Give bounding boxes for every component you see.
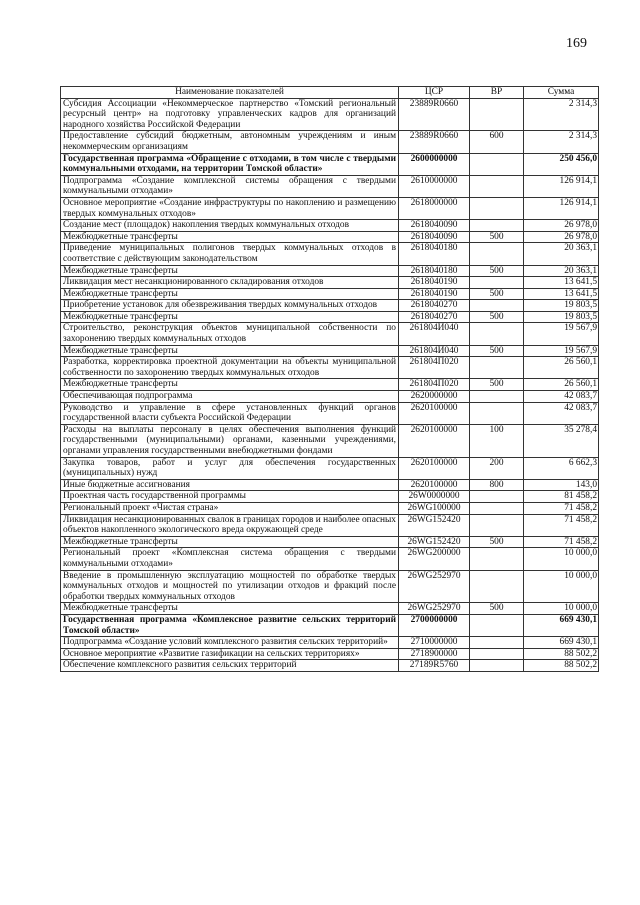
cell-vr [470,98,524,131]
table-row [61,231,599,243]
cell-vr [470,220,524,232]
cell-csr: 23889R0660 [399,98,470,131]
cell-sum: 26 560,1 [524,357,599,379]
table-row [61,570,599,603]
table-row [61,491,599,503]
cell-sum: 42 083,7 [524,391,599,403]
cell-vr: 600 [470,131,524,153]
table-row [61,648,599,660]
page-number: 169 [566,36,587,51]
cell-vr: 500 [470,536,524,548]
table-row [61,277,599,289]
table-row [61,502,599,514]
cell-sum: 42 083,7 [524,402,599,424]
table-row [61,345,599,357]
cell-csr: 2620100000 [399,479,470,491]
cell-vr: 500 [470,311,524,323]
cell-vr: 100 [470,424,524,457]
cell-vr [470,153,524,175]
cell-sum: 669 430,1 [524,637,599,649]
cell-name: Руководство и управление в сфере установленных функций органов государственной власти субъекта Российской Федерации [61,402,399,424]
cell-name: Проектная часть государственной программы [61,491,399,503]
cell-vr [470,175,524,197]
table-row [61,197,599,219]
cell-name: Подпрограмма «Создание условий комплексного развития сельских территорий» [61,637,399,649]
table-row [61,300,599,312]
table-row [61,536,599,548]
cell-sum: 13 641,5 [524,288,599,300]
cell-sum: 2 314,3 [524,131,599,153]
cell-name: Межбюджетные трансферты [61,288,399,300]
cell-csr: 26WG100000 [399,502,470,514]
cell-sum: 19 803,5 [524,311,599,323]
cell-csr: 2620000000 [399,391,470,403]
cell-sum: 6 662,3 [524,457,599,479]
table-row [61,637,599,649]
cell-csr: 26WG252970 [399,603,470,615]
cell-vr [470,548,524,570]
cell-name: Расходы на выплаты персоналу в целях обеспечения выполнения функций государственными (муниципальными) органами, казенными учреждениями, органами управления государственными внебюджетными фондами [61,424,399,457]
cell-csr: 2618000000 [399,197,470,219]
cell-csr: 261804И040 [399,323,470,345]
cell-vr [470,300,524,312]
table-row [61,391,599,403]
cell-name: Введение в промышленную эксплуатацию мощностей по обработке твердых коммунальных отходов и мощностей по утилизации отходов и фракций после обработки твердых коммунальных отходов [61,570,399,603]
table-row [61,153,599,175]
cell-csr: 26WG252970 [399,570,470,603]
cell-vr: 500 [470,231,524,243]
table-row [61,379,599,391]
cell-csr: 2618040090 [399,220,470,232]
cell-sum: 143,0 [524,479,599,491]
table-row [61,548,599,570]
cell-vr: 500 [470,379,524,391]
cell-csr: 2620100000 [399,424,470,457]
table-row [61,220,599,232]
cell-vr [470,243,524,265]
cell-name: Закупка товаров, работ и услуг для обеспечения государственных (муниципальных) нужд [61,457,399,479]
cell-csr: 26WG200000 [399,548,470,570]
cell-name: Государственная программа «Комплексное развитие сельских территорий Томской области» [61,614,399,636]
cell-vr [470,323,524,345]
table-row [61,243,599,265]
cell-sum: 26 978,0 [524,220,599,232]
cell-sum: 250 456,0 [524,153,599,175]
cell-sum: 19 803,5 [524,300,599,312]
cell-sum: 10 000,0 [524,548,599,570]
table-row [61,457,599,479]
cell-csr: 2610000000 [399,175,470,197]
table-row [61,323,599,345]
table-row [61,288,599,300]
table-row [61,614,599,636]
cell-csr: 23889R0660 [399,131,470,153]
cell-csr: 2618040190 [399,277,470,289]
cell-name: Межбюджетные трансферты [61,379,399,391]
cell-sum: 26 560,1 [524,379,599,391]
cell-vr [470,648,524,660]
cell-csr: 2618040180 [399,243,470,265]
cell-csr: 26WG152420 [399,514,470,536]
cell-sum: 126 914,1 [524,197,599,219]
cell-name: Субсидия Ассоциации «Некоммерческое партнерство «Томский региональный ресурсный центр» на подготовку управленческих кадров для организаций народного хозяйства Российской Федерации [61,98,399,131]
cell-csr: 2618040270 [399,300,470,312]
cell-name: Предоставление субсидий бюджетным, автономным учреждениям и иным некоммерческим организациям [61,131,399,153]
cell-csr: 27189R5760 [399,660,470,672]
table-header-row [61,87,599,99]
cell-csr: 2620100000 [399,402,470,424]
cell-vr [470,277,524,289]
cell-vr [470,660,524,672]
cell-csr: 2618040090 [399,231,470,243]
cell-name: Основное мероприятие «Развитие газификации на сельских территориях» [61,648,399,660]
cell-name: Региональный проект «Комплексная система обращения с твердыми коммунальными отходами» [61,548,399,570]
cell-csr: 2618040180 [399,265,470,277]
header-csr: ЦСР [399,87,470,99]
table-row [61,660,599,672]
table-row [61,131,599,153]
cell-name: Иные бюджетные ассигнования [61,479,399,491]
cell-name: Обеспечение комплексного развития сельских территорий [61,660,399,672]
cell-vr [470,614,524,636]
cell-sum: 71 458,2 [524,536,599,548]
cell-name: Обеспечивающая подпрограмма [61,391,399,403]
table-row [61,175,599,197]
table-row [61,311,599,323]
cell-vr: 500 [470,288,524,300]
cell-sum: 88 502,2 [524,660,599,672]
cell-csr: 261804П020 [399,379,470,391]
cell-sum: 19 567,9 [524,323,599,345]
cell-csr: 2600000000 [399,153,470,175]
cell-vr: 200 [470,457,524,479]
cell-vr [470,637,524,649]
cell-sum: 88 502,2 [524,648,599,660]
table-row [61,265,599,277]
cell-sum: 10 000,0 [524,603,599,615]
cell-sum: 20 363,1 [524,243,599,265]
cell-name: Государственная программа «Обращение с отходами, в том числе с твердыми коммунальными отходами, на территории Томской области» [61,153,399,175]
cell-csr: 2718900000 [399,648,470,660]
cell-csr: 261804И040 [399,345,470,357]
table-row [61,357,599,379]
cell-name: Межбюджетные трансферты [61,311,399,323]
cell-name: Межбюджетные трансферты [61,345,399,357]
cell-csr: 261804П020 [399,357,470,379]
cell-name: Ликвидация несанкционированных свалок в границах городов и наиболее опасных объектов накопленного экологического вреда окружающей среде [61,514,399,536]
cell-sum: 20 363,1 [524,265,599,277]
cell-sum: 26 978,0 [524,231,599,243]
cell-vr [470,514,524,536]
cell-name: Создание мест (площадок) накопления твердых коммунальных отходов [61,220,399,232]
cell-name: Приобретение установок для обезвреживания твердых коммунальных отходов [61,300,399,312]
cell-vr [470,391,524,403]
cell-vr [470,357,524,379]
cell-csr: 2618040270 [399,311,470,323]
cell-name: Строительство, реконструкция объектов муниципальной собственности по захоронению твердых коммунальных отходов [61,323,399,345]
header-name: Наименование показателей [61,87,399,99]
cell-sum: 126 914,1 [524,175,599,197]
cell-name: Межбюджетные трансферты [61,536,399,548]
cell-name: Региональный проект «Чистая страна» [61,502,399,514]
header-sum: Сумма [524,87,599,99]
cell-name: Межбюджетные трансферты [61,231,399,243]
cell-sum: 71 458,2 [524,502,599,514]
table-row [61,603,599,615]
cell-vr [470,197,524,219]
cell-sum: 19 567,9 [524,345,599,357]
cell-csr: 2710000000 [399,637,470,649]
table-row [61,514,599,536]
cell-vr [470,491,524,503]
cell-vr [470,502,524,514]
cell-csr: 26W0000000 [399,491,470,503]
cell-sum: 669 430,1 [524,614,599,636]
cell-csr: 2620100000 [399,457,470,479]
cell-name: Межбюджетные трансферты [61,603,399,615]
cell-vr: 500 [470,345,524,357]
cell-sum: 10 000,0 [524,570,599,603]
cell-name: Ликвидация мест несанкционированного складирования отходов [61,277,399,289]
cell-csr: 26WG152420 [399,536,470,548]
cell-sum: 35 278,4 [524,424,599,457]
cell-csr: 2700000000 [399,614,470,636]
header-vr: ВР [470,87,524,99]
table-row [61,424,599,457]
cell-vr: 800 [470,479,524,491]
cell-sum: 71 458,2 [524,514,599,536]
cell-sum: 13 641,5 [524,277,599,289]
cell-name: Приведение муниципальных полигонов твердых коммунальных отходов в соответствие с действующим законодательством [61,243,399,265]
cell-name: Разработка, корректировка проектной документации на объекты муниципальной собственности по захоронению твердых коммунальных отходов [61,357,399,379]
table-row [61,479,599,491]
cell-name: Подпрограмма «Создание комплексной системы обращения с твердыми коммунальными отходами» [61,175,399,197]
table-row [61,98,599,131]
cell-sum: 2 314,3 [524,98,599,131]
table-row [61,402,599,424]
cell-sum: 81 458,2 [524,491,599,503]
cell-name: Основное мероприятие «Создание инфраструктуры по накоплению и размещению твердых коммунальных отходов» [61,197,399,219]
cell-name: Межбюджетные трансферты [61,265,399,277]
cell-vr [470,570,524,603]
cell-vr: 500 [470,265,524,277]
cell-vr: 500 [470,603,524,615]
table-body [61,98,599,671]
cell-vr [470,402,524,424]
cell-csr: 2618040190 [399,288,470,300]
budget-table [60,86,599,672]
